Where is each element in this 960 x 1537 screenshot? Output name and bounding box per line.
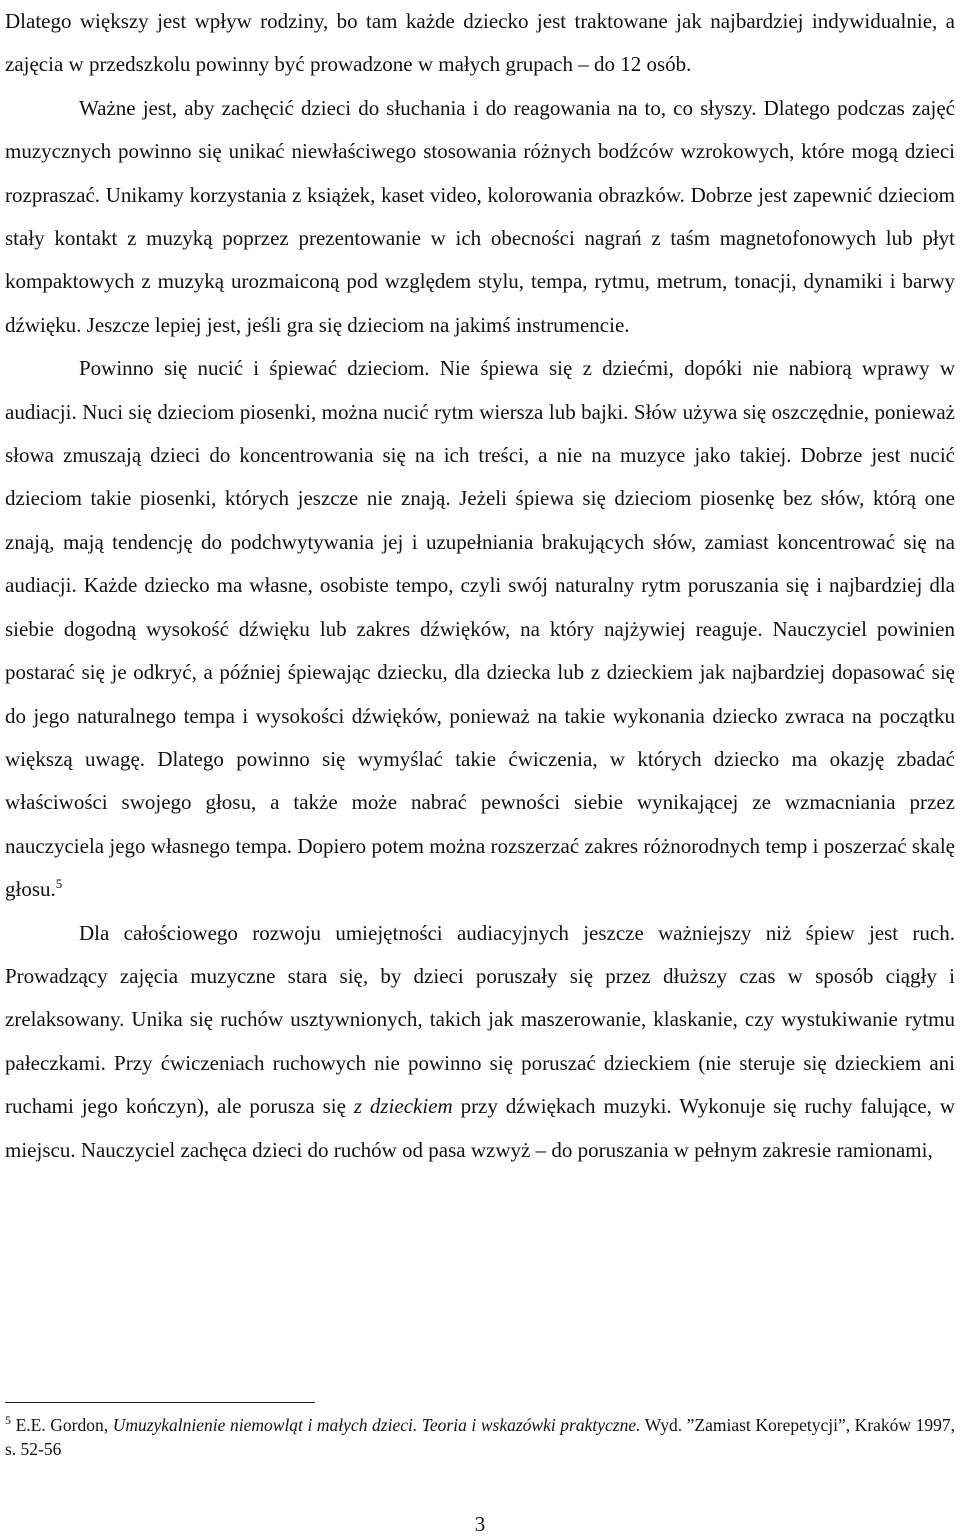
footnote-reference: 5 [55, 876, 63, 892]
page-number: 3 [474, 1512, 486, 1536]
paragraph [5, 87, 955, 347]
paragraph [5, 0, 955, 87]
paragraph-text: Dlatego większy jest wpływ rodziny, bo tam każde dziecko jest traktowane jak najbardziej indywidualnie, a zajęcia w przedszkolu powinny być prowadzone w małych grupach – do 12 osób. [5, 9, 955, 77]
paragraph-text: Ważne jest, aby zachęcić dzieci do słuchania i do reagowania na to, co słyszy. Dlatego podczas zajęć muzycznych powinno się unikać niewłaściwego stosowania różnych bodźców wzrokowych, które mogą dzieci rozpraszać. Unikamy korzystania z książek, kaset video, kolorowania obrazków. Dobrze jest zapewnić dzieciom stały kontakt z muzyką poprzez prezentowanie w ich obecności nagrań z taśm magnetofonowych lub płyt kompaktowych z muzyką urozmaiconą pod względem stylu, tempa, rytmu, metrum, tonacji, dynamiki i barwy dźwięku. Jeszcze lepiej jest, jeśli gra się dzieciom na jakimś instrumencie. [5, 95, 955, 337]
paragraph [5, 912, 955, 1172]
footnote-divider [5, 1402, 315, 1403]
emphasis-text: z dzieckiem [353, 1094, 453, 1119]
paragraph-text: przy dźwiękach muzyki. Wykonuje się ruchy falujące, w miejscu. Nauczyciel zachęca dzieci do ruchów od pasa wzwyż – do poruszania w pełnym zakresie ramionami, [5, 1094, 955, 1162]
footnote [5, 1413, 955, 1461]
footnote-title: Umuzykalnienie niemowląt i małych dzieci. Teoria i wskazówki praktyczne. [112, 1415, 641, 1435]
paragraph [5, 347, 955, 911]
footnote-author: E.E. Gordon, [11, 1415, 113, 1435]
paragraph-text: Dla całościowego rozwoju umiejętności audiacyjnych jeszcze ważniejszy niż śpiew jest ruch. Prowadzący zajęcia muzyczne stara się, by dzieci poruszały się przez dłuższy czas w sposób ciągły i zrelaksowany. Unika się ruchów usztywnionych, takich jak maszerowanie, klaskanie, czy wystukiwanie rytmu pałeczkami. Przy ćwiczeniach ruchowych nie powinno się poruszać dzieckiem (nie steruje się dzieckiem ani ruchami jego kończyn), ale porusza się [5, 920, 955, 1119]
paragraph-text: Powinno się nucić i śpiewać dzieciom. Nie śpiewa się z dziećmi, dopóki nie nabiorą wprawy w audiacji. Nuci się dzieciom piosenki, można nucić rytm wiersza lub bajki. Słów używa się oszczędnie, ponieważ słowa zmuszają dzieci do koncentrowania się na ich treści, a nie na muzyce jako takiej. Dobrze jest nucić dzieciom takie piosenki, których jeszcze nie znają. Jeżeli śpiewa się dzieciom piosenkę bez słów, którą one znają, mają tendencję do podchwytywania jej i uzupełniania brakujących słów, zamiast koncentrować się na audiacji. Każde dziecko ma własne, osobiste tempo, czyli swój naturalny rytm poruszania się i najbardziej dla siebie dogodną wysokość dźwięku lub zakres dźwięków, na który najżywiej reaguje. Nauczyciel powinien postarać się je odkryć, a później śpiewając dziecku, dla dziecka lub z dzieckiem jak najbardziej dopasować się do jego naturalnego tempa i wysokości dźwięków, ponieważ na takie wykonania dziecko zwraca na początku większą uwagę. Dlatego powinno się wymyślać takie ćwiczenia, w których dziecko ma okazję zbadać właściwości swojego głosu, a także może nabrać pewności siebie wynikającej ze wzmacniania przez nauczyciela jego własnego tempa. Dopiero potem można rozszerzać zakres różnorodnych temp i poszerzać skalę głosu. [5, 356, 955, 902]
footnote-publisher: Wyd. ˮZamiast Korepetycjiˮ, Kraków 1997, s. 52-56 [5, 1415, 955, 1459]
main-text [5, 0, 955, 1172]
footnote-marker: 5 [5, 1413, 11, 1428]
